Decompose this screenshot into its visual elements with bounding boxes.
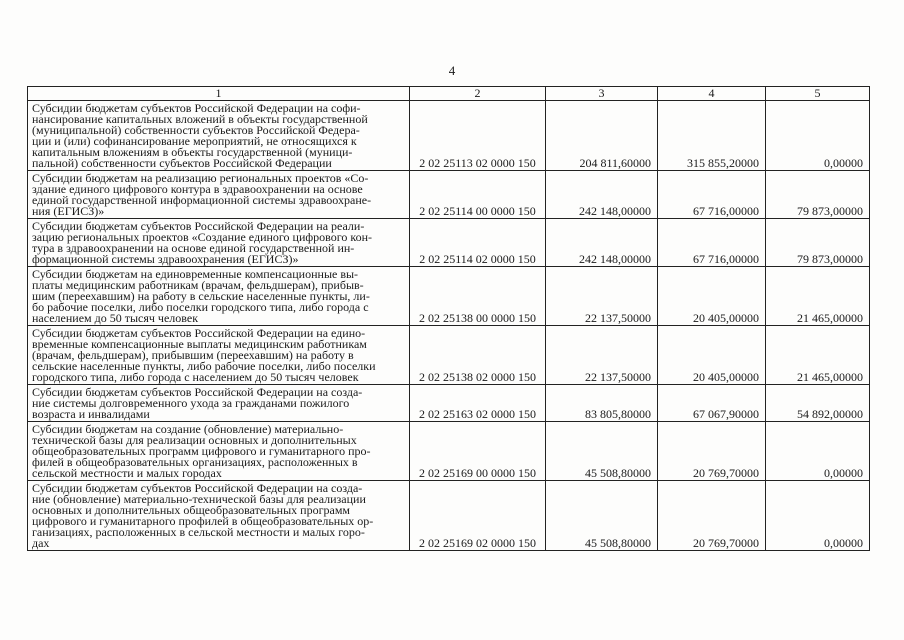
description-line: населением до 50 тысяч человек [32,311,199,325]
row-value-5: 0,00000 [766,101,870,171]
row-value-3: 45 508,80000 [546,422,658,481]
description-line: зацию региональных проектов «Создание единого цифрового кон- [32,230,372,244]
row-value-3: 242 148,00000 [546,171,658,219]
row-code: 2 02 25138 02 0000 150 [410,326,546,385]
description-line: ния (ЕГИСЗ)» [32,204,105,218]
description-line: Субсидии бюджетам субъектов Российской Федерации на созда- [32,481,363,495]
description-line: капитальным вложениям в объекты государственной (муници- [32,145,353,159]
table-row [28,481,870,551]
description-line: ции и (или) софинансирование мероприятий, не относящихся к [32,134,357,148]
row-description [28,422,410,481]
description-line: основных и дополнительных общеобразовательных программ [32,503,351,517]
table-row [28,219,870,267]
row-value-4: 67 067,90000 [658,385,766,422]
row-description [28,385,410,422]
description-line: технической базы для реализации основных и дополнительных [32,433,357,447]
row-value-5: 54 892,00000 [766,385,870,422]
description-line: ние системы долговременного ухода за гражданами пожилого [32,396,350,410]
row-description [28,219,410,267]
description-line: Субсидии бюджетам субъектов Российской Федерации на созда- [32,385,363,399]
description-line: формационной системы здравоохранения (ЕГИСЗ)» [32,252,299,266]
row-value-4: 20 405,00000 [658,267,766,326]
table-row [28,385,870,422]
row-value-3: 45 508,80000 [546,481,658,551]
table-row [28,422,870,481]
description-line: сельской местности и малых городах [32,466,222,480]
row-value-3: 22 137,50000 [546,326,658,385]
description-line: тура в здравоохранении на основе единой государственной ин- [32,241,355,255]
description-line: ганизациях, расположенных в сельской местности и малых горо- [32,525,365,539]
row-code: 2 02 25114 02 0000 150 [410,219,546,267]
row-value-3: 204 811,60000 [546,101,658,171]
row-value-4: 20 769,70000 [658,481,766,551]
table-row [28,101,870,171]
description-line: платы медицинским работникам (врачам, фельдшерам), прибыв- [32,278,364,292]
description-line: ние (обновление) материально-технической базы для реализации [32,492,366,506]
row-code: 2 02 25169 02 0000 150 [410,481,546,551]
description-line: нансирование капитальных вложений в объекты государственной [32,112,368,126]
row-value-4: 315 855,20000 [658,101,766,171]
description-line: бо рабочие поселки, либо поселки городского типа, либо города с [32,300,369,314]
row-value-4: 67 716,00000 [658,171,766,219]
table-row [28,267,870,326]
row-value-5: 0,00000 [766,422,870,481]
description-line: Субсидии бюджетам субъектов Российской Федерации на едино- [32,326,366,340]
description-line: филей в общеобразовательных организациях, расположенных в [32,455,358,469]
description-line: шим (переехавшим) на работу в сельские населенные пункты, ли- [32,289,370,303]
row-code: 2 02 25169 00 0000 150 [410,422,546,481]
table-row [28,326,870,385]
description-line: городского типа, либо города с населением до 50 тысяч человек [32,370,359,384]
description-line: дах [32,536,50,550]
description-line: Субсидии бюджетам субъектов Российской Федерации на реали- [32,219,365,233]
description-line: пальной) собственности субъектов Российской Федерации [32,156,332,170]
row-value-3: 83 805,80000 [546,385,658,422]
column-header-4: 4 [658,87,766,101]
row-value-4: 20 405,00000 [658,326,766,385]
description-line: здание единого цифрового контура в здравоохранении на основе [32,182,363,196]
description-line: (муниципальной) собственности субъектов Российской Федера- [32,123,360,137]
row-description [28,171,410,219]
description-line: Субсидии бюджетам на реализацию региональных проектов «Со- [32,171,369,185]
description-line: сельские населенные пункты, либо рабочие поселки, либо поселки [32,359,376,373]
row-value-3: 242 148,00000 [546,219,658,267]
description-line: единой государственной информационной системы здравоохране- [32,193,372,207]
column-header-5: 5 [766,87,870,101]
row-value-5: 79 873,00000 [766,171,870,219]
header-row [28,87,870,101]
column-header-3: 3 [546,87,658,101]
row-description [28,326,410,385]
description-line: цифрового и гуманитарного профилей в общеобразовательных ор- [32,514,374,528]
description-line: Субсидии бюджетам субъектов Российской Федерации на софи- [32,101,361,115]
row-value-4: 20 769,70000 [658,422,766,481]
row-code: 2 02 25113 02 0000 150 [410,101,546,171]
description-line: временные компенсационные выплаты медицинским работникам [32,337,367,351]
description-line: общеобразовательных программ цифрового и гуманитарного про- [32,444,371,458]
description-line: (врачам, фельдшерам), прибывшим (переехавшим) на работу в [32,348,354,362]
column-header-2: 2 [410,87,546,101]
row-value-3: 22 137,50000 [546,267,658,326]
row-code: 2 02 25138 00 0000 150 [410,267,546,326]
description-line: Субсидии бюджетам на создание (обновление) материально- [32,422,344,436]
row-value-5: 79 873,00000 [766,219,870,267]
page-number: 4 [448,63,456,78]
row-value-4: 67 716,00000 [658,219,766,267]
column-header-1: 1 [28,87,410,101]
table-row [28,171,870,219]
row-value-5: 21 465,00000 [766,267,870,326]
description-line: Субсидии бюджетам на единовременные компенсационные вы- [32,267,359,281]
row-description [28,101,410,171]
row-description [28,267,410,326]
description-line: возраста и инвалидами [32,407,150,421]
row-code: 2 02 25114 00 0000 150 [410,171,546,219]
row-description [28,481,410,551]
budget-table [27,86,870,551]
row-code: 2 02 25163 02 0000 150 [410,385,546,422]
row-value-5: 21 465,00000 [766,326,870,385]
row-value-5: 0,00000 [766,481,870,551]
